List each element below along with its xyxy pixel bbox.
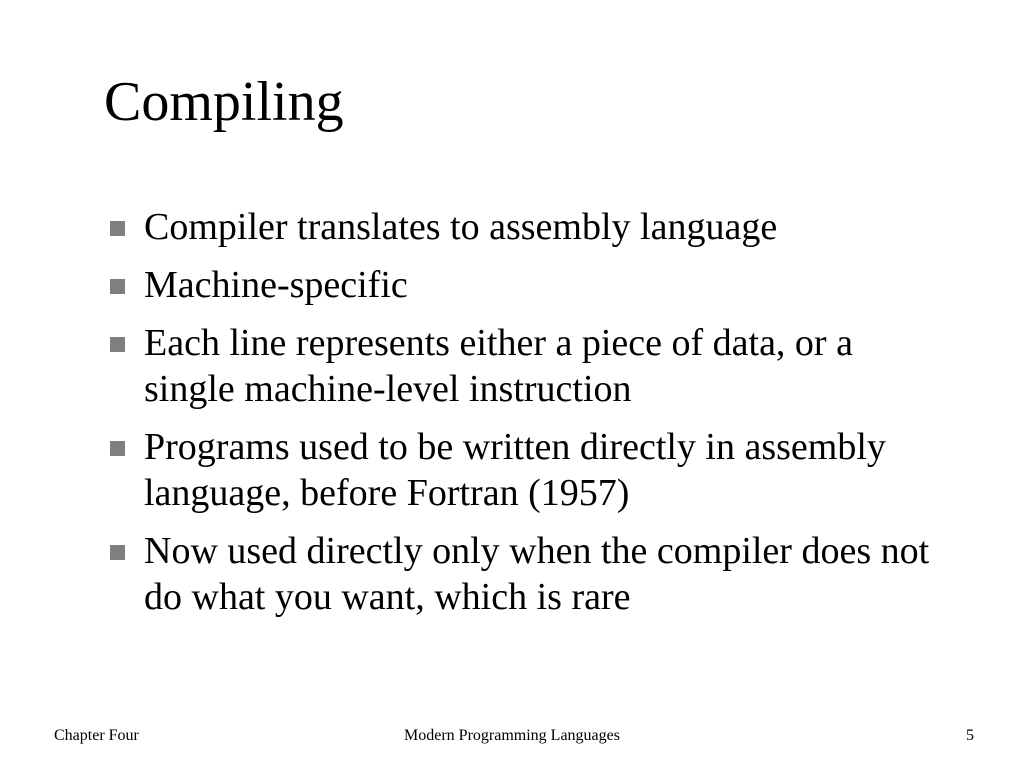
footer-chapter: Chapter Four (54, 727, 139, 744)
bullet-item (104, 204, 944, 250)
square-bullet-icon (110, 441, 125, 456)
bullet-item (104, 528, 944, 620)
square-bullet-icon (110, 221, 125, 236)
footer-page-number: 5 (966, 727, 974, 744)
bullet-item (104, 320, 944, 412)
bullet-list (104, 204, 944, 632)
bullet-text: Each line represents either a piece of data, or a single machine-level instruction (144, 322, 853, 410)
bullet-text: Machine-specific (144, 264, 408, 306)
footer-book-title: Modern Programming Languages (404, 727, 620, 744)
square-bullet-icon (110, 545, 125, 560)
bullet-item (104, 262, 944, 308)
footer (0, 724, 1024, 748)
bullet-text: Compiler translates to assembly language (144, 206, 778, 248)
square-bullet-icon (110, 337, 125, 352)
bullet-text: Now used directly only when the compiler does not do what you want, which is rare (144, 530, 930, 618)
square-bullet-icon (110, 279, 125, 294)
bullet-item (104, 424, 944, 516)
bullet-text: Programs used to be written directly in assembly language, before Fortran (1957) (144, 426, 886, 514)
slide-title: Compiling (104, 71, 344, 133)
